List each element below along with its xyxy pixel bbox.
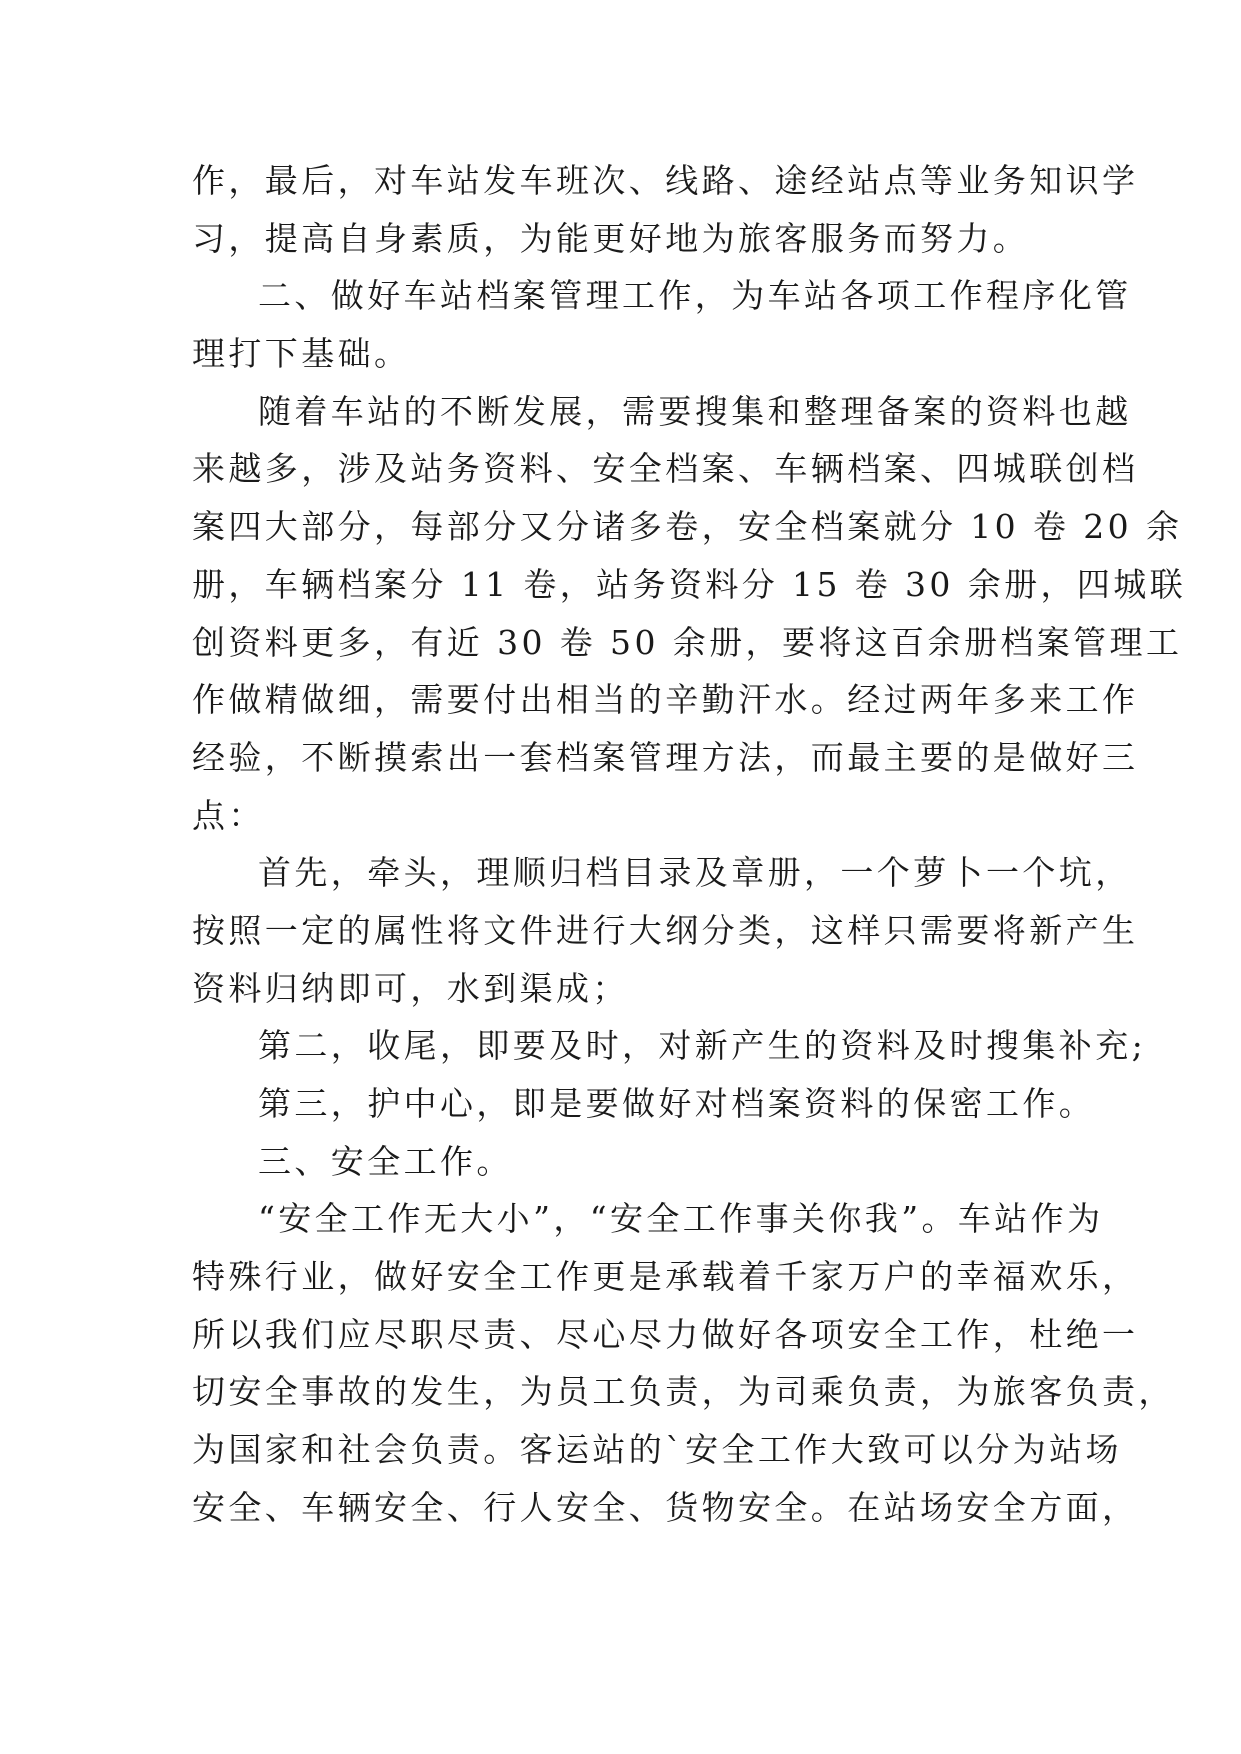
text-line: 所以我们应尽职尽责、尽心尽力做好各项安全工作，杜绝一 [192,1314,1139,1354]
text-line: 理打下基础。 [192,334,411,374]
text-line: 为国家和社会负责。客运站的`安全工作大致可以分为站场 [192,1430,1122,1470]
text-line: 习，提高自身素质，为能更好地为旅客服务而努力。 [192,218,1030,258]
text-line: 册，车辆档案分 11 卷，站务资料分 15 卷 30 余册，四城联 [192,564,1187,604]
text-line: “安全工作无大小”，“安全工作事关你我”。车站作为 [258,1199,1104,1239]
text-line: 点： [192,795,265,835]
text-line: 案四大部分，每部分又分诸多卷，安全档案就分 10 卷 20 余 [192,507,1183,547]
text-line: 特殊行业，做好安全工作更是承载着千家万户的幸福欢乐， [192,1257,1139,1297]
document-body [192,152,1187,1537]
text-line: 来越多，涉及站务资料、安全档案、车辆档案、四城联创档 [192,449,1139,489]
text-line: 首先，牵头，理顺归档目录及章册，一个萝卜一个坑， [258,853,1132,893]
text-line: 创资料更多，有近 30 卷 50 余册，要将这百余册档案管理工 [192,622,1183,662]
section-heading: 三、安全工作。 [258,1141,513,1181]
text-line: 安全、车辆安全、行人安全、货物安全。在站场安全方面， [192,1487,1139,1527]
text-line: 作做精做细，需要付出相当的辛勤汗水。经过两年多来工作 [192,680,1139,720]
text-line: 作，最后，对车站发车班次、线路、途经站点等业务知识学 [192,161,1139,200]
text-line: 资料归纳即可，水到渠成； [192,968,629,1008]
text-line: 第三，护中心，即是要做好对档案资料的保密工作。 [258,1084,1096,1123]
text-line: 随着车站的不断发展，需要搜集和整理备案的资料也越 [258,391,1132,431]
text-line: 第二，收尾，即要及时，对新产生的资料及时搜集补充; [258,1026,1147,1066]
text-line: 切安全事故的发生，为员工负责，为司乘负责，为旅客负责， [192,1372,1175,1412]
text-line: 按照一定的属性将文件进行大纲分类，这样只需要将新产生 [192,910,1139,950]
section-heading: 二、做好车站档案管理工作，为车站各项工作程序化管 [258,276,1132,316]
text-line: 经验，不断摸索出一套档案管理方法，而最主要的是做好三 [192,737,1139,777]
